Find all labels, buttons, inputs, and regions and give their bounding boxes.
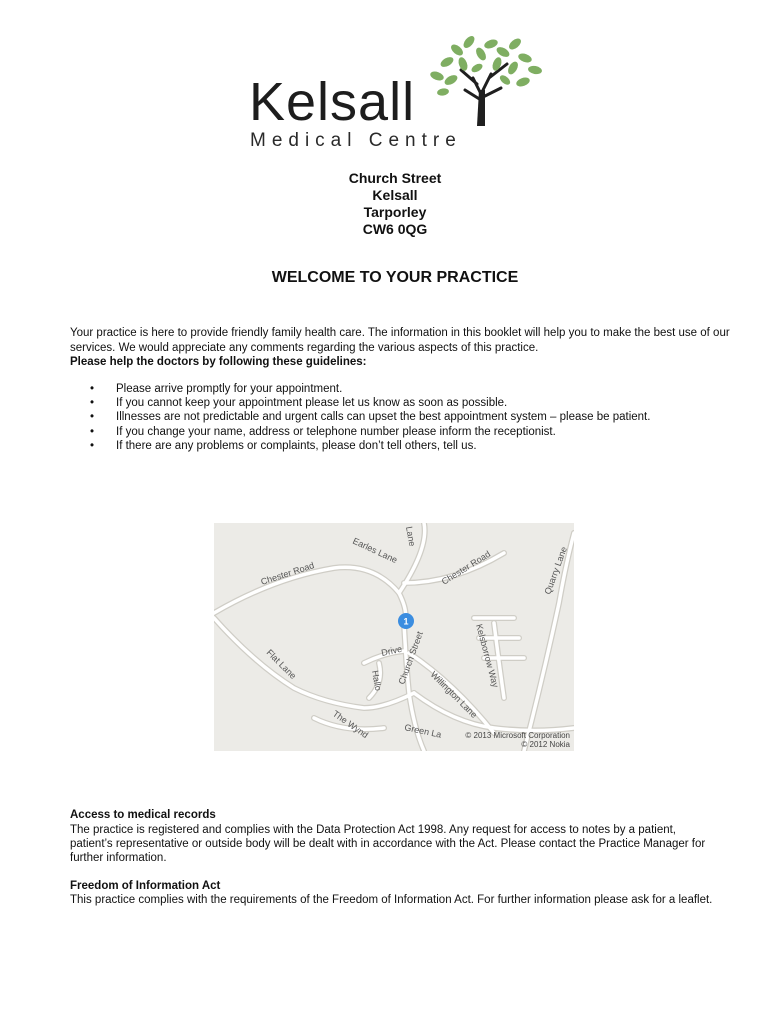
map-copyright [465, 731, 570, 749]
intro-paragraph: Your practice is here to provide friendly family health care. The information in this booklet will help you to make the best use of our services. We would appreciate any comments regarding the various aspects of this practice. [70, 327, 730, 354]
logo-subtitle: Medical Centre [250, 130, 462, 151]
map-label-lane-top: Lane [404, 525, 418, 548]
guidelines-lead: Please help the doctors by following these guidelines: [70, 356, 367, 368]
location-map [214, 523, 574, 751]
map-label-quarry-lane: Quarry Lane [542, 545, 569, 596]
map-label-chester-road-east: Chester Road [439, 548, 493, 587]
map-label-willington-lane: Willington Lane [428, 669, 480, 720]
practice-logo [245, 34, 545, 154]
map-label-drive: Drive [380, 643, 403, 658]
map-label-green-lane: Green La [403, 722, 443, 740]
practice-address [0, 170, 770, 238]
list-item: • Please arrive promptly for your appointment. [70, 382, 730, 396]
section-body-medical-records: The practice is registered and complies with the Data Protection Act 1998. Any request for access to notes by a patient, patient’s representative or outside body will be dealt with in accordance with the Act. Please contact the Practice Manager for further information. [70, 824, 706, 865]
logo-wordmark: Kelsall [249, 72, 416, 132]
welcome-heading: WELCOME TO YOUR PRACTICE [271, 269, 519, 286]
map-label-church-street: Church Street [396, 630, 425, 686]
map-credit-line: © 2013 Microsoft Corporation [465, 731, 570, 740]
map-credit-line: © 2012 Nokia [521, 740, 570, 749]
map-label-kelsborrow-way: Kelsborrow Way [474, 622, 501, 689]
section-title-medical-records: Access to medical records [70, 809, 216, 821]
map-pin-label: 1 [403, 616, 409, 627]
list-item: • Illnesses are not predictable and urgent calls can upset the best appointment system – please be patient. [70, 410, 730, 424]
address-line: Church Street [348, 170, 442, 186]
list-item: • If you cannot keep your appointment please let us know as soon as possible. [70, 396, 730, 410]
map-label-hallows: Hallo [370, 669, 384, 692]
map-label-flat-lane: Flat Lane [264, 647, 299, 681]
map-pin-icon [398, 613, 414, 629]
intro-text [70, 326, 730, 370]
section-body-foi: This practice complies with the requirements of the Freedom of Information Act. For further information please ask for a leaflet. [70, 894, 713, 906]
list-item: • If there are any problems or complaints, please don’t tell others, tell us. [70, 439, 730, 453]
map-label-earles-lane: Earles Lane [351, 535, 399, 566]
tree-icon [417, 34, 547, 126]
address-line: Kelsall [372, 187, 418, 203]
address-line: CW6 0QG [362, 221, 428, 237]
map-roads [214, 523, 574, 751]
list-item: • If you change your name, address or telephone number please inform the receptionist. [70, 425, 730, 439]
address-line: Tarporley [363, 204, 427, 220]
map-label-chester-road-west: Chester Road [259, 560, 316, 587]
guidelines-list [70, 382, 730, 453]
section-title-foi: Freedom of Information Act [70, 880, 221, 892]
map-label-the-wynd: The Wynd [330, 708, 371, 741]
